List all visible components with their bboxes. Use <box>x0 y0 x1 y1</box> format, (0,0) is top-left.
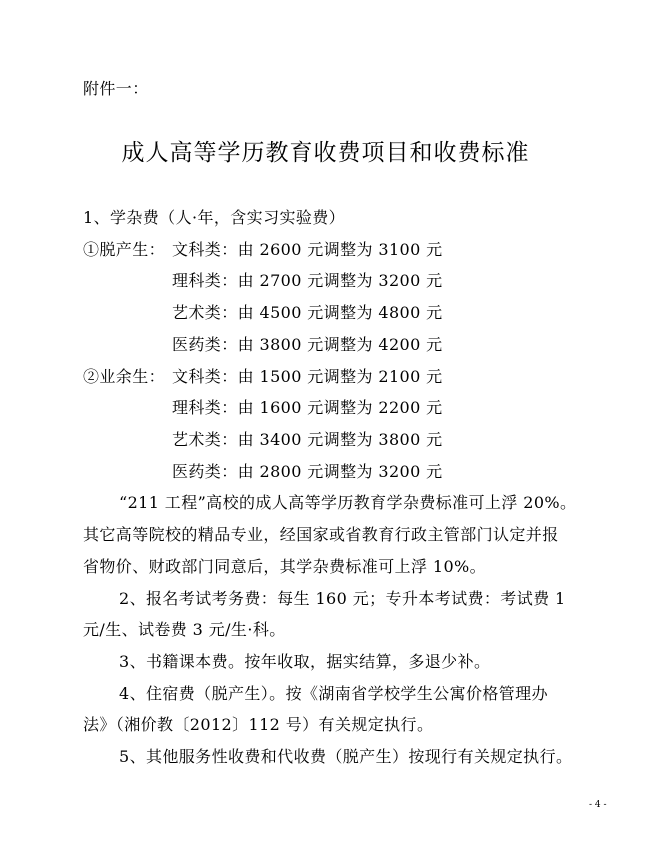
fee-row: 理科类：由 2700 元调整为 3200 元 <box>172 271 443 290</box>
parttime-label: ②业余生： <box>83 367 166 386</box>
section1-heading: 1、学杂费（人·年，含实习实验费） <box>83 208 346 227</box>
note-line: 其它高等院校的精品专业，经国家或省教育行政主管部门认定并报 <box>83 525 559 544</box>
section2-line: 元/生、试卷费 3 元/生·科。 <box>83 620 286 639</box>
section5-line: 5、其他服务性收费和代收费（脱产生）按现行有关规定执行。 <box>119 747 573 766</box>
note-line: “211 工程”高校的成人高等学历教育学杂费标准可上浮 20%。 <box>119 493 577 512</box>
fee-row: 医药类：由 3800 元调整为 4200 元 <box>172 335 443 354</box>
section4-line: 法》（湘价教〔2012〕112 号）有关规定执行。 <box>83 715 434 734</box>
section4-line: 4、住宿费（脱产生）。按《湖南省学校学生公寓价格管理办 <box>119 684 548 703</box>
attachment-label: 附件一： <box>83 79 149 98</box>
fee-row: 文科类：由 2600 元调整为 3100 元 <box>172 240 443 259</box>
fulltime-label: ①脱产生： <box>83 240 166 259</box>
page-number: - 4 - <box>589 800 607 810</box>
section3-line: 3、书籍课本费。按年收取，据实结算，多退少补。 <box>119 652 491 671</box>
fee-row: 理科类：由 1600 元调整为 2200 元 <box>172 398 443 417</box>
note-line: 省物价、财政部门同意后，其学杂费标准可上浮 10%。 <box>83 557 487 576</box>
fee-row: 文科类：由 1500 元调整为 2100 元 <box>172 367 443 386</box>
fee-row: 艺术类：由 4500 元调整为 4800 元 <box>172 303 443 322</box>
document-title: 成人高等学历教育收费项目和收费标准 <box>121 140 530 166</box>
section2-line: 2、报名考试考务费：每生 160 元；专升本考试费：考试费 1 <box>119 589 566 608</box>
fee-row: 艺术类：由 3400 元调整为 3800 元 <box>172 430 443 449</box>
fee-row: 医药类：由 2800 元调整为 3200 元 <box>172 462 443 481</box>
